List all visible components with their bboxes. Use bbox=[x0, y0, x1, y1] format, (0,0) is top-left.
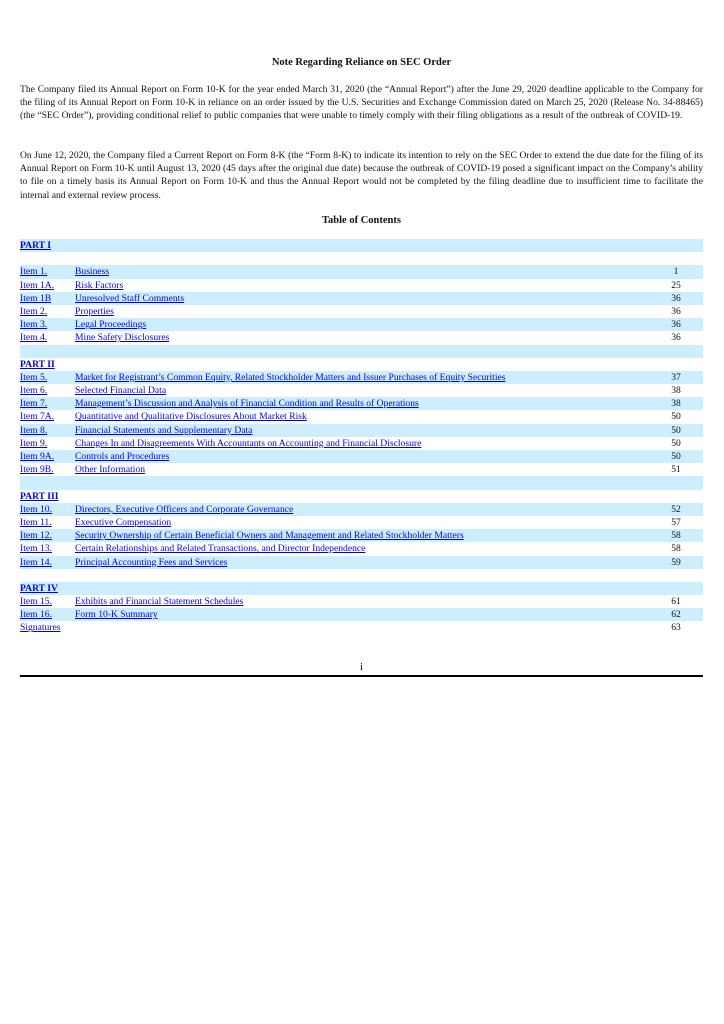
toc-row bbox=[20, 529, 703, 542]
toc-row bbox=[20, 305, 703, 318]
part-3-link[interactable]: PART III bbox=[20, 490, 59, 502]
toc-row bbox=[20, 265, 703, 278]
toc-page-number: 1 bbox=[673, 266, 679, 278]
toc-spacer bbox=[20, 252, 703, 265]
toc-page-number: 36 bbox=[671, 292, 681, 304]
toc-item-title-link[interactable]: Selected Financial Data bbox=[75, 385, 167, 397]
toc-item-title-link[interactable]: Properties bbox=[75, 305, 114, 317]
toc-page-number: 58 bbox=[671, 530, 681, 542]
toc-item-title-link[interactable]: Risk Factors bbox=[75, 279, 124, 291]
toc-row bbox=[20, 292, 703, 305]
toc-item-title-link[interactable]: Exhibits and Financial Statement Schedules bbox=[75, 596, 244, 608]
toc-row bbox=[20, 450, 703, 463]
part-2-link[interactable]: PART II bbox=[20, 358, 55, 370]
toc-page-number: 38 bbox=[671, 398, 681, 410]
toc-page-number: 59 bbox=[671, 556, 681, 568]
toc-row bbox=[20, 621, 703, 634]
toc-row bbox=[20, 437, 703, 450]
toc-item-number-link[interactable]: Item 9. bbox=[20, 437, 48, 449]
toc-item-number-link[interactable]: Item 1. bbox=[20, 266, 48, 278]
toc-item-number-link[interactable]: Item 13. bbox=[20, 543, 52, 555]
toc-item-number-link[interactable]: Item 4. bbox=[20, 332, 48, 344]
toc-row bbox=[20, 556, 703, 569]
part-4-link[interactable]: PART IV bbox=[20, 582, 58, 594]
toc-item-title-link[interactable]: Principal Accounting Fees and Services bbox=[75, 556, 228, 568]
notice-paragraph-1: The Company filed its Annual Report on Form 10-K for the year ended March 31, 2020 (the “Annual Report”) after the June 29, 2020 deadline applicable to the Company for the filing of its Annual Report on Form 10-K in reliance on an order issued by the U.S. Securities and Exchange Commission dated on March 25, 2020 (Release No. 34-88465) (the “SEC Order”), providing conditional relief to public companies that were unable to timely comply with their filing obligations as a result of the outbreak of COVID-19. bbox=[20, 84, 703, 122]
notice-title: Note Regarding Reliance on SEC Order bbox=[271, 57, 452, 68]
toc-page-number: 25 bbox=[671, 279, 681, 291]
toc-item-number-link[interactable]: Item 12. bbox=[20, 530, 52, 542]
toc-item-title-link[interactable]: Certain Relationships and Related Transactions, and Director Independence bbox=[75, 543, 366, 555]
toc-item-number-link[interactable]: Item 16. bbox=[20, 609, 52, 621]
toc-item-number-link[interactable]: Item 14. bbox=[20, 556, 52, 568]
toc-item-number-link[interactable]: Item 7A. bbox=[20, 411, 55, 423]
toc-spacer bbox=[20, 345, 703, 358]
toc-item-title-link[interactable]: Financial Statements and Supplementary Data bbox=[75, 424, 253, 436]
toc-part-row bbox=[20, 358, 703, 371]
notice-paragraph-2: On June 12, 2020, the Company filed a Current Report on Form 8-K (the “Form 8-K) to indicate its intention to rely on the SEC Order to extend the due date for the filing of its Annual Report on Form 10-K until August 13, 2020 (45 days after the original due date) because the outbreak of COVID-19 posed a significant impact on the Company’s ability to file on a timely basis its Annual Report on Form 10-K and thus the Annual Report would not be completed by the filing deadline due to insufficient time to facilitate the internal and external review process. bbox=[20, 150, 703, 201]
toc-item-number-link[interactable]: Item 9B. bbox=[20, 464, 54, 476]
toc-page-number: 50 bbox=[671, 437, 681, 449]
toc-row bbox=[20, 608, 703, 621]
toc-row bbox=[20, 371, 703, 384]
toc-row bbox=[20, 516, 703, 529]
toc-item-title-link[interactable]: Mine Safety Disclosures bbox=[75, 332, 170, 344]
toc-page-number: 57 bbox=[671, 516, 681, 528]
toc-item-title-link[interactable]: Market for Registrant’s Common Equity, Related Stockholder Matters and Issuer Purchases of Equity Securities bbox=[75, 371, 506, 383]
toc-item-number-link[interactable]: Item 7. bbox=[20, 398, 48, 410]
toc-item-title-link[interactable]: Executive Compensation bbox=[75, 516, 172, 528]
toc-page-number: 61 bbox=[671, 596, 681, 608]
signatures-link[interactable]: Signatures bbox=[20, 622, 61, 634]
toc-item-number-link[interactable]: Item 3. bbox=[20, 319, 48, 331]
toc-page-number: 63 bbox=[671, 622, 681, 634]
toc-page-number: 62 bbox=[671, 609, 681, 621]
toc-page-number: 36 bbox=[671, 332, 681, 344]
toc-item-title-link[interactable]: Quantitative and Qualitative Disclosures About Market Risk bbox=[75, 411, 307, 423]
toc-page-number: 50 bbox=[671, 451, 681, 462]
toc-row bbox=[20, 503, 703, 516]
toc-page-number: 38 bbox=[671, 385, 681, 397]
toc-page-number: 36 bbox=[671, 305, 681, 317]
toc-part-row bbox=[20, 239, 703, 252]
toc-item-number-link[interactable]: Item 9A. bbox=[20, 451, 55, 462]
toc-item-number-link[interactable]: Item 10. bbox=[20, 503, 52, 515]
toc-page-number: 50 bbox=[671, 411, 681, 423]
toc-item-title-link[interactable]: Security Ownership of Certain Beneficial Owners and Management and Related Stockholder Matters bbox=[75, 530, 464, 542]
toc-item-title-link[interactable]: Directors, Executive Officers and Corporate Governance bbox=[75, 503, 294, 515]
toc-part-row bbox=[20, 490, 703, 503]
toc-item-title-link[interactable]: Unresolved Staff Comments bbox=[75, 292, 185, 304]
toc-item-title-link[interactable]: Management’s Discussion and Analysis of Financial Condition and Results of Operations bbox=[75, 398, 419, 410]
toc-title: Table of Contents bbox=[322, 215, 401, 226]
toc-row bbox=[20, 410, 703, 423]
toc-item-number-link[interactable]: Item 8. bbox=[20, 424, 48, 436]
toc-item-title-link[interactable]: Legal Proceedings bbox=[75, 319, 147, 331]
toc-item-number-link[interactable]: Item 2. bbox=[20, 305, 48, 317]
page-bottom-rule bbox=[20, 675, 703, 677]
toc-item-number-link[interactable]: Item 6. bbox=[20, 385, 48, 397]
toc-spacer bbox=[20, 569, 703, 582]
toc-item-title-link[interactable]: Business bbox=[75, 266, 110, 278]
toc-item-title-link[interactable]: Changes In and Disagreements With Accountants on Accounting and Financial Disclosure bbox=[75, 437, 422, 449]
part-1-link[interactable]: PART I bbox=[20, 240, 52, 251]
toc-row bbox=[20, 318, 703, 331]
toc-item-number-link[interactable]: Item 1A. bbox=[20, 279, 55, 291]
toc-row bbox=[20, 595, 703, 608]
toc-item-title-link[interactable]: Form 10-K Summary bbox=[75, 609, 158, 621]
toc-item-number-link[interactable]: Item 15. bbox=[20, 596, 52, 608]
toc-item-number-link[interactable]: Item 5. bbox=[20, 371, 48, 383]
toc-part-row bbox=[20, 582, 703, 595]
toc-item-number-link[interactable]: Item 1B bbox=[20, 292, 52, 304]
toc-row bbox=[20, 397, 703, 410]
toc-item-title-link[interactable]: Other Information bbox=[75, 464, 146, 476]
toc-page-number: 36 bbox=[671, 319, 681, 331]
page-number: i bbox=[359, 661, 364, 673]
toc-row bbox=[20, 463, 703, 476]
table-of-contents bbox=[20, 239, 703, 635]
toc-item-number-link[interactable]: Item 11. bbox=[20, 516, 52, 528]
toc-page-number: 51 bbox=[671, 464, 681, 476]
toc-row bbox=[20, 424, 703, 437]
toc-row bbox=[20, 279, 703, 292]
toc-row bbox=[20, 331, 703, 344]
toc-spacer bbox=[20, 476, 703, 489]
toc-page-number: 58 bbox=[671, 543, 681, 555]
toc-page-number: 50 bbox=[671, 424, 681, 436]
toc-row bbox=[20, 542, 703, 555]
toc-row bbox=[20, 384, 703, 397]
toc-page-number: 37 bbox=[671, 371, 681, 383]
toc-page-number: 52 bbox=[671, 503, 681, 515]
toc-item-title-link[interactable]: Controls and Procedures bbox=[75, 451, 170, 462]
